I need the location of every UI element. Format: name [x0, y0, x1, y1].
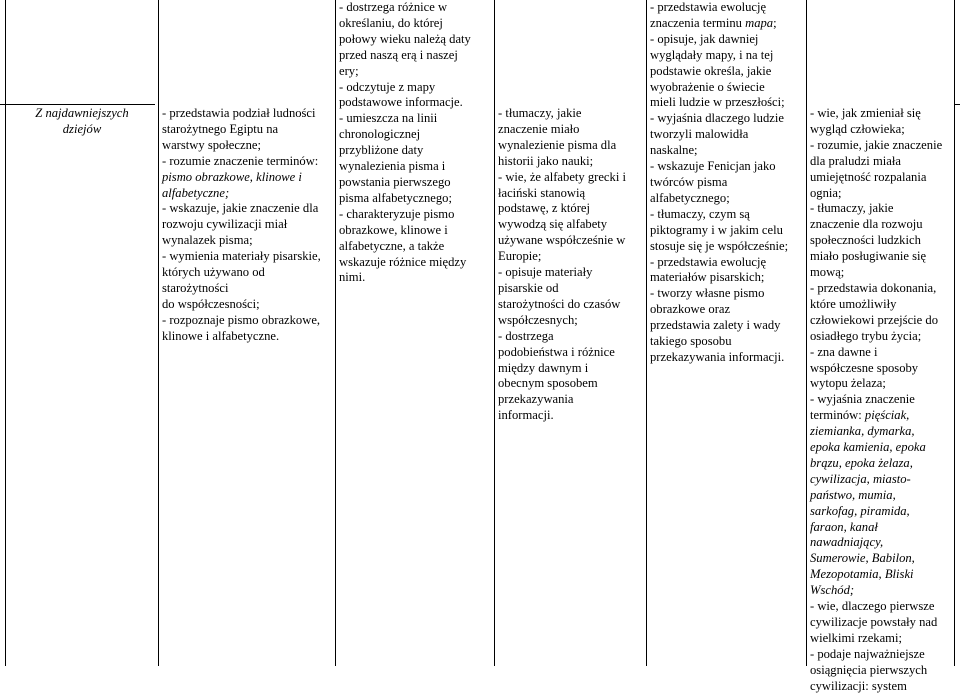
text-line: - charakteryzuje pismo — [339, 206, 455, 221]
text-line: pisarskie od — [498, 280, 559, 295]
text-line: - rozumie, jakie znaczenie — [810, 137, 943, 152]
text-line: przedstawia zalety i wady — [650, 318, 781, 333]
text-line: łaciński stanowią — [498, 185, 586, 200]
text-line: Sumerowie, Babilon, — [810, 551, 915, 566]
text-line: historii jako nauki; — [498, 153, 594, 168]
text-line: wynalazek pisma; — [162, 233, 253, 248]
text-line: podstawie określa, jakie — [650, 63, 772, 78]
text-line: nawadniający, — [810, 535, 884, 550]
text-line: starożytności — [162, 280, 229, 295]
text-line: alfabetyczne, a także — [339, 238, 445, 253]
text-line: osiadłego trybu życia; — [810, 328, 922, 343]
text-line: - rozumie znaczenie terminów: — [162, 153, 319, 168]
requirements-cell-complete — [495, 106, 646, 424]
text-line: wynalezienie pisma dla — [498, 137, 617, 152]
text-line: cywilizacji: system — [810, 678, 907, 693]
text-line: współczesnych; — [498, 312, 578, 327]
text-line: - przedstawia ewolucję — [650, 254, 767, 269]
text-line: piktogramy i w jakim celu — [650, 222, 783, 237]
text-line: znaczenie miało — [498, 121, 580, 136]
text-line: - opisuje, jak dawniej — [650, 31, 759, 46]
text-line: których używano od — [162, 265, 265, 280]
text-line: alfabetycznego; — [650, 190, 730, 205]
text-line: - wymienia materiały pisarskie, — [162, 249, 321, 264]
text-line: ery; — [339, 63, 359, 78]
text-line: Wschód; — [810, 583, 855, 598]
text-line: wyobrażenie o świecie — [650, 79, 765, 94]
text-line: znaczenie dla rozwoju — [810, 217, 923, 232]
text-line: - przedstawia ewolucję — [650, 0, 767, 14]
text-line: terminów: pięściak, — [810, 408, 910, 423]
text-line: starożytności do czasów — [498, 296, 621, 311]
text-line: - dostrzega różnice w — [339, 0, 448, 14]
text-line: klinowe i alfabetyczne. — [162, 328, 280, 343]
text-line: - rozpoznaje pismo obrazkowe, — [162, 312, 321, 327]
text-line: - przedstawia dokonania, — [810, 280, 937, 295]
text-line: umiejętność rozpalania — [810, 169, 927, 184]
text-line: wynalezienia pisma i — [339, 159, 446, 174]
text-line: - zna dawne i — [810, 344, 878, 359]
text-line: między dawnym i — [498, 360, 589, 375]
text-line: powstania pierwszego — [339, 174, 451, 189]
text-line: społeczności ludzkich — [810, 233, 921, 248]
text-line: - opisuje materiały — [498, 265, 593, 280]
text-line: mieli ludzie w przeszłości; — [650, 95, 785, 110]
text-line: brązu, epoka żelaza, — [810, 455, 913, 470]
text-line: cywilizacja, miasto- — [810, 471, 911, 486]
text-line: materiałów pisarskich; — [650, 270, 765, 285]
table-border-right — [954, 0, 955, 666]
text-line: ziemianka, dymarka, — [810, 424, 915, 439]
text-line: - tłumaczy, czym są — [650, 206, 750, 221]
text-line: - przedstawia podział ludności — [162, 106, 316, 120]
text-line: które umożliwiły — [810, 296, 897, 311]
text-line: człowiekowi przejście do — [810, 312, 938, 327]
text-line: pisma alfabetycznego; — [339, 190, 452, 205]
section-title-line: dziejów — [62, 121, 102, 136]
text-line: rozwoju cywilizacji miał — [162, 217, 288, 232]
requirements-cell-excellent — [807, 106, 954, 695]
text-line: - odczytuje z mapy — [339, 79, 436, 94]
text-line: - tłumaczy, jakie — [498, 106, 582, 120]
text-line: osiągnięcia pierwszych — [810, 662, 928, 677]
text-line: wygląd człowieka; — [810, 121, 905, 136]
text-line: podstawowe informacje. — [339, 95, 463, 110]
text-line: - wie, jak zmieniał się — [810, 106, 921, 120]
text-line: warstwy społeczne; — [162, 137, 261, 152]
text-line: - wyjaśnia dlaczego ludzie — [650, 111, 784, 126]
text-line: połowy wieku należą daty — [339, 31, 471, 46]
table-border-left — [5, 0, 6, 666]
text-line: podobieństwa i różnice — [498, 344, 615, 359]
text-line: obrazkowe oraz — [650, 302, 731, 317]
text-line: przybliżone daty — [339, 143, 424, 158]
text-line: stosuje się je współcześnie; — [650, 238, 789, 253]
text-line: wywodzą się alfabety — [498, 217, 608, 232]
requirements-cell-extended — [336, 0, 494, 286]
row-divider — [954, 104, 960, 105]
text-line: naskalne; — [650, 143, 698, 158]
text-line: ognia; — [810, 185, 842, 200]
text-line: starożytnego Egiptu na — [162, 121, 279, 136]
text-line: cywilizacje powstały nad — [810, 615, 938, 629]
text-line: takiego sposobu — [650, 334, 732, 349]
text-line: wielkimi rzekami; — [810, 630, 902, 645]
text-line: - podaje najważniejsze — [810, 646, 925, 661]
text-line: dla praludzi miała — [810, 153, 901, 168]
text-line: współczesne sposoby — [810, 360, 919, 375]
text-line: - wskazuje Fenicjan jako — [650, 159, 776, 174]
text-line: przed naszą erą i naszej — [339, 47, 458, 62]
text-line: tworzyli malowidła — [650, 127, 749, 142]
text-line: obecnym sposobem — [498, 376, 598, 391]
text-line: faraon, kanał — [810, 519, 878, 534]
section-title-line: Z najdawniejszych — [35, 106, 129, 120]
text-line: mową; — [810, 265, 845, 280]
text-line: chronologicznej — [339, 127, 421, 142]
row-divider — [5, 104, 155, 105]
text-line: - tłumaczy, jakie — [810, 201, 894, 216]
text-line: wyglądały mapy, i na tej — [650, 47, 774, 62]
text-line: przekazywania informacji. — [650, 349, 785, 364]
text-line: wskazuje różnice między — [339, 254, 467, 269]
text-line: określaniu, do której — [339, 15, 443, 30]
text-line: - umieszcza na linii — [339, 111, 438, 126]
text-line: - wie, że alfabety grecki i — [498, 169, 626, 184]
text-line: - tworzy własne pismo — [650, 286, 765, 301]
text-line: państwo, mumia, — [810, 487, 896, 502]
text-line: przekazywania — [498, 392, 574, 407]
text-line: znaczenia terminu mapa; — [650, 15, 777, 30]
text-line: - wie, dlaczego pierwsze — [810, 599, 935, 614]
text-line: alfabetyczne; — [162, 185, 230, 200]
text-line: do współczesności; — [162, 296, 260, 311]
text-line: pismo obrazkowe, klinowe i — [162, 169, 302, 184]
text-line: miało posługiwanie się — [810, 249, 927, 264]
requirements-cell-basic — [159, 106, 335, 345]
text-line: podstawę, z której — [498, 201, 590, 216]
text-line: sarkofag, piramida, — [810, 503, 910, 518]
text-line: epoka kamienia, epoka — [810, 440, 926, 455]
text-line: twórców pisma — [650, 174, 728, 189]
text-line: obrazkowe, klinowe i — [339, 222, 448, 237]
requirements-cell-advanced — [647, 0, 806, 366]
text-line: - wskazuje, jakie znaczenie dla — [162, 201, 319, 216]
text-line: Mezopotamia, Bliski — [810, 567, 914, 582]
text-line: nimi. — [339, 270, 366, 285]
text-line: wytopu żelaza; — [810, 376, 886, 391]
text-line: - dostrzega — [498, 328, 554, 343]
text-line: - wyjaśnia znaczenie — [810, 392, 915, 407]
text-line: informacji. — [498, 408, 554, 423]
text-line: Europie; — [498, 249, 542, 264]
section-title-cell — [6, 106, 158, 138]
text-line: używane współcześnie w — [498, 233, 626, 248]
